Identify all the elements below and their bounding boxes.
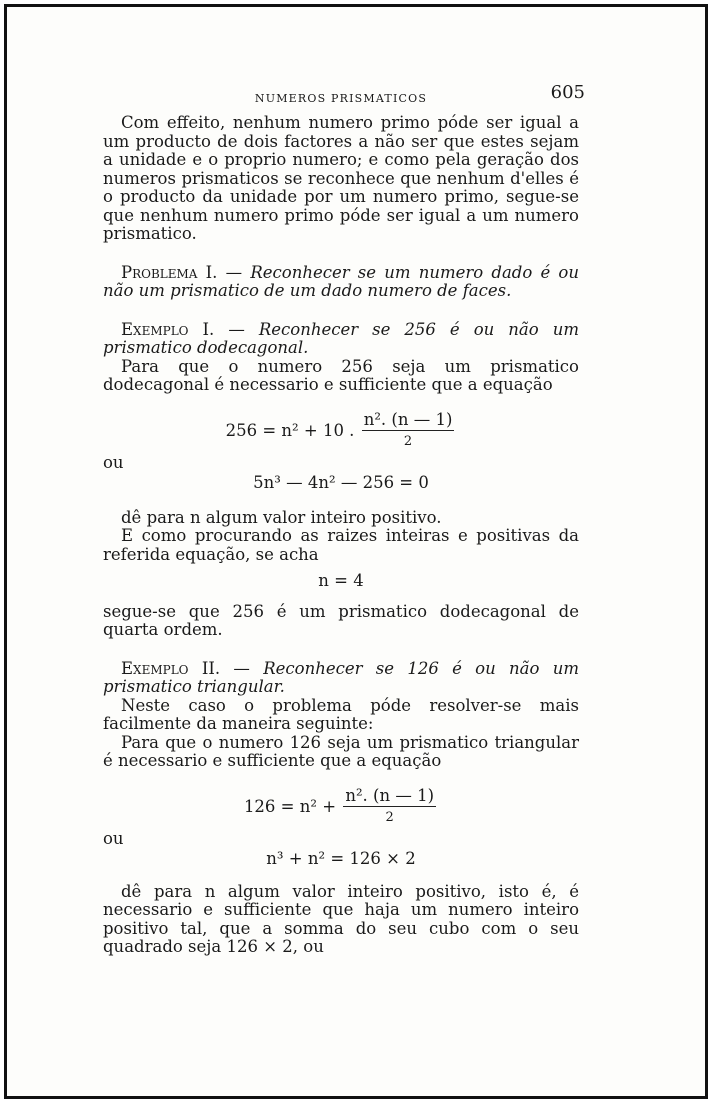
equation-1-denominator: 2 xyxy=(403,434,413,449)
example-1-heading xyxy=(103,321,579,358)
page-content xyxy=(103,82,585,957)
page-number: 605 xyxy=(550,82,585,103)
running-title: NUMEROS PRISMATICOS xyxy=(254,92,428,105)
problem-text: Reconhecer se um numero dado é ou não um prismatico de um dado numero de faces. xyxy=(103,262,579,300)
example-2-paragraph-3: dê para n algum valor inteiro positivo, isto é, é necessario e sufficiente que haja um numero inteiro positivo tal, que a somma do seu cubo com o seu quadrado seja 126 × 2, ou xyxy=(103,881,579,956)
equation-5: n³ + n² = 126 × 2 xyxy=(266,849,416,868)
example-1-paragraph-4: segue-se que 256 é um prismatico dodecagonal de quarta ordem. xyxy=(103,601,579,639)
example-1-paragraph-3: E como procurando as raizes inteiras e positivas da referida equação, se acha xyxy=(103,526,579,564)
equation-1-numerator: n². (n — 1) xyxy=(362,411,455,432)
connector-ou-1: ou xyxy=(103,452,124,472)
example-1-title: Reconhecer se 256 é ou não um prismatico dodecagonal. xyxy=(103,319,579,357)
example-1-paragraph-2: dê para n algum valor inteiro positivo. xyxy=(121,507,442,527)
problem-label: Problema I. — xyxy=(121,262,243,282)
example-2-label: Exemplo II. — xyxy=(121,658,250,678)
equation-3: n = 4 xyxy=(318,571,364,590)
equation-4-numerator: n². (n — 1) xyxy=(343,787,436,808)
example-2-heading xyxy=(103,660,579,697)
equation-4-left: 126 = n² + xyxy=(243,796,337,816)
equation-4-denominator: 2 xyxy=(385,810,394,825)
example-2-paragraph-1: Neste caso o problema póde resolver-se mais facilmente da maneira seguinte: xyxy=(103,695,579,733)
page-header xyxy=(103,82,585,114)
equation-1-left: 256 = n² + 10 . xyxy=(225,420,355,440)
example-2-title: Reconhecer se 126 é ou não um prismatico triangular. xyxy=(103,658,580,696)
example-1-paragraph-1: Para que o numero 256 seja um prismatico dodecagonal é necessario e sufficiente que a equação xyxy=(103,356,579,394)
example-1-label: Exemplo I. — xyxy=(121,319,245,339)
equation-1 xyxy=(103,411,579,452)
paragraph-proof: Com effeito, nenhum numero primo póde ser igual a um producto de dois factores a não ser que estes sejam a unidade e o proprio numero; e como pela geração dos numeros prismaticos se reconhece que nenhum d'elles é o producto da unidade por um numero primo, segue-se que nenhum numero primo póde ser igual a um numero prismatico. xyxy=(103,113,579,243)
connector-ou-2: ou xyxy=(103,828,124,848)
equation-4 xyxy=(103,787,579,828)
equation-2: 5n³ — 4n² — 256 = 0 xyxy=(253,473,429,492)
equation-4-fraction xyxy=(343,787,436,828)
equation-1-fraction xyxy=(362,411,455,452)
example-2-paragraph-2: Para que o numero 126 seja um prismatico triangular é necessario e sufficiente que a equação xyxy=(103,732,579,770)
problem-statement xyxy=(103,264,579,301)
